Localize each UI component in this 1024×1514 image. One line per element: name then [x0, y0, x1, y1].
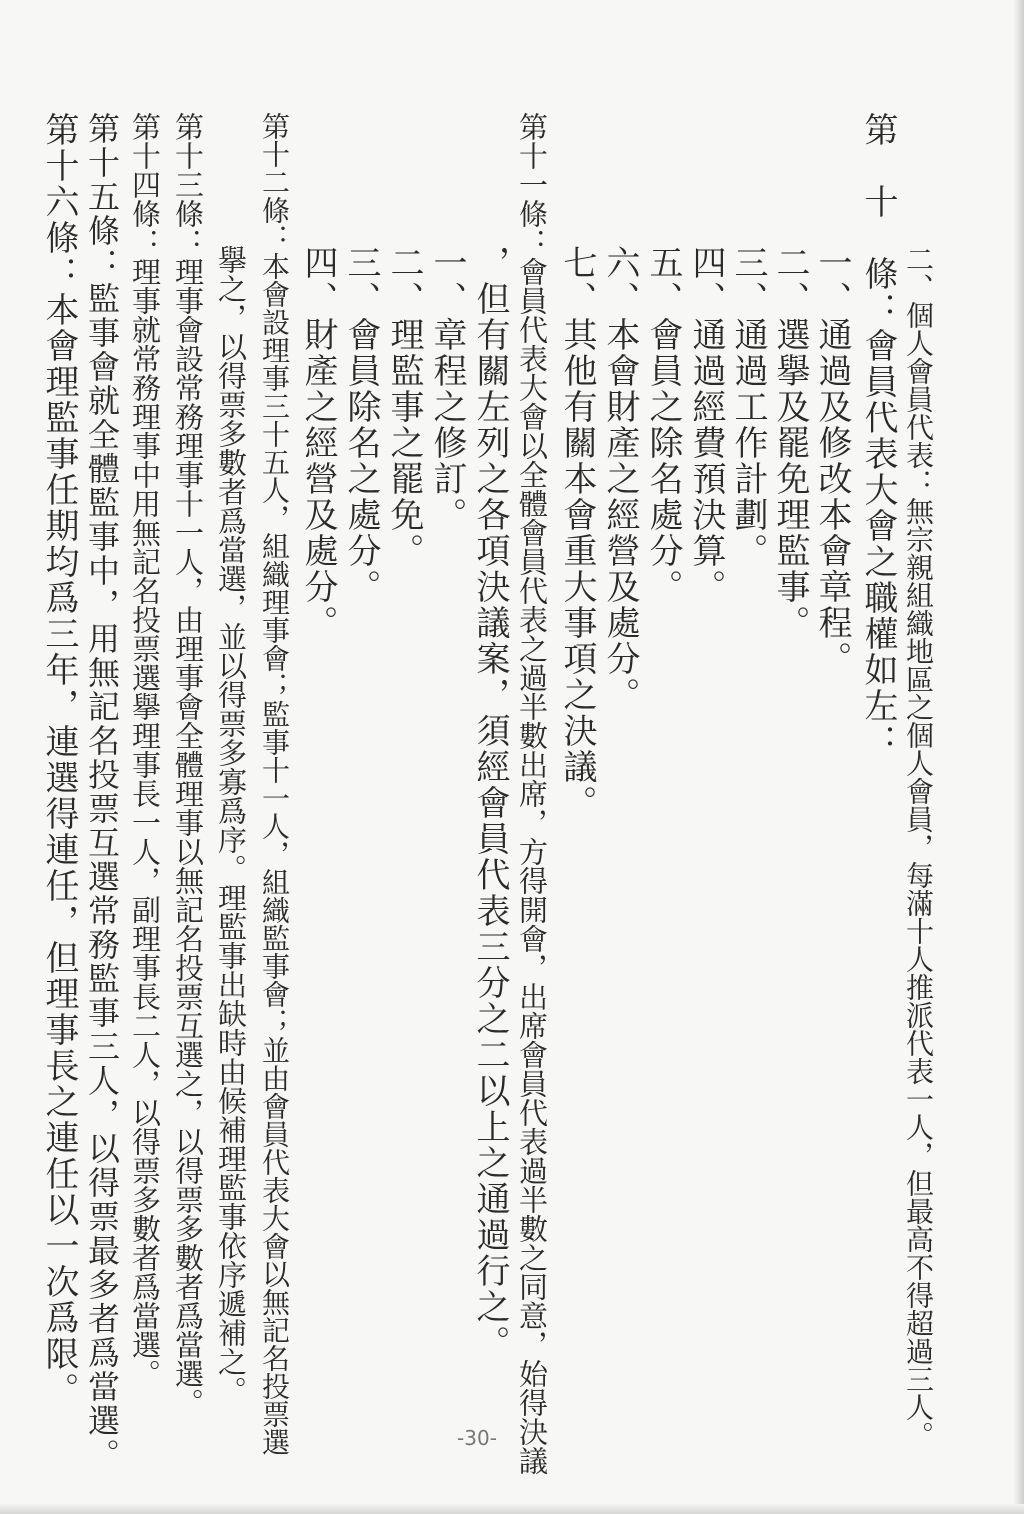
article-10-heading: 第 十 條：會員代表大會之職權如左：	[858, 112, 898, 760]
page-bottom-shadow	[0, 1504, 1024, 1514]
article-10-item-2: 二、選擧及罷免理監事。	[770, 245, 810, 641]
article-13-text: 第十三條：理事會設常務理事十一人，由理事會全體理事以無記名投票互選之，以得票多數者爲當選。	[171, 112, 205, 1417]
article-14-text: 第十四條：理事就常務理事中用無記名投票選擧理事長一人，副理事長二人，以得票多數者爲當選。	[128, 112, 162, 1388]
article-10-item-1: 一、通過及修改本會章程。	[812, 245, 852, 677]
article-10-item-6: 六、本會財產之經營及處分。	[600, 245, 640, 713]
article-16-text: 第十六條：本會理監事任期均爲三年，連選得連任，但理事長之連任以一次爲限。	[39, 112, 79, 1408]
article-11-item-2: 二、理監事之罷免。	[384, 245, 424, 569]
article-10-item-4: 四、通過經費預決算。	[686, 245, 726, 605]
article-12-text-cont: 擧之，以得票多數者爲當選，並以得票多寡爲序。理監事出缺時由候補理監事依序遞補之。	[214, 245, 248, 1405]
article-12-text: 第十二條：本會設理事三十五人，組織理事會；監事十一人，組織監事會；並由會員代表大會以無記名投票選	[258, 112, 291, 1456]
article-11-item-4: 四、財產之經營及處分。	[298, 245, 338, 641]
article-11-item-1: 一、章程之修訂。	[427, 245, 467, 533]
article-11-item-3: 三、會員除名之處分。	[341, 245, 381, 605]
article-15-text: 第十五條：監事會就全體監事中，用無記名投票互選常務監事三人，以得票最多者爲當選。	[83, 112, 121, 1472]
page-edge-shadow	[1014, 0, 1024, 1514]
article-11-text-cont: ，但有關左列之各項決議案，須經會員代表三分之二以上之通過行之。	[470, 245, 510, 1361]
article-10-item-3: 三、通過工作計劃。	[728, 245, 768, 569]
article-10-item-5: 五、會員之除名處分。	[643, 245, 683, 605]
page-number: -30-	[457, 1426, 497, 1450]
article-11-text: 第十一條：會員代表大會以全體會員代表之過半數出席，方得開會，出席會員代表過半數之同意，始得決議	[515, 112, 549, 1475]
article-10-item-7: 七、其他有關本會重大事項之決議。	[557, 245, 597, 821]
article-9-item-2: 二、個人會員代表：無宗親組織地區之個人會員，每滿十人推派代表一人，但最高不得超過三人。	[902, 245, 935, 1449]
